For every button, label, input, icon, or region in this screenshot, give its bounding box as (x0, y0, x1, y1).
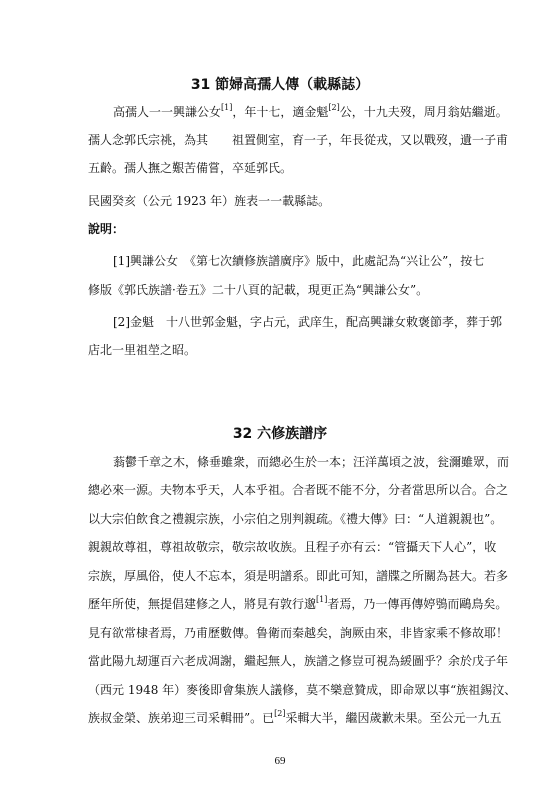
text-segment: 總必來一源。夫物本乎天，人本乎祖。合者既不能不分，分者當思所以合。合之 (88, 483, 509, 497)
page-number: 69 (274, 755, 286, 767)
text-segment: [2]金魁 十八世郭金魁，字占元，武庠生，配高興謙女敕褒節孝，葬于郭 (113, 315, 503, 329)
text-line (0, 98, 560, 126)
text-line (0, 308, 560, 336)
text-line (0, 590, 560, 618)
text-segment: 當此陽九刼運百六老成凋謝，繼起無人，族譜之修豈可視為緩圖乎？余於戊子年 (88, 654, 509, 668)
text-segment: 者焉，乃一傳再傳婷鴞而鷗鳥矣。 (327, 597, 508, 611)
text-segment: 見有欲常棣者焉，乃甫歷數傳。鲁衛而秦越矣，詢厥由來，非皆家乘不修故耶！ (88, 626, 509, 640)
text-line (0, 533, 560, 561)
section-31-title: 31 節婦高孺人傳（載縣誌） (190, 77, 370, 93)
section-32-title: 32 六修族譜序 (232, 426, 328, 442)
text-line (0, 187, 560, 215)
text-line (0, 704, 560, 732)
text-segment: （西元 1948 年）麥後即會集族人議修，莫不樂意贊成，即命眾以事“族祖錫汶、 (88, 683, 517, 697)
text-segment: 孺人念郭氏宗祧，為其 祖置側室，育一子，年長從戎，又以戰歿，遺一子甫 (88, 133, 509, 147)
text-line (0, 647, 560, 675)
text-segment: 五齡。孺人撫之艱苦備嘗，卒延郭氏。 (88, 161, 293, 175)
text-line (0, 562, 560, 590)
text-line (0, 505, 560, 533)
text-line (0, 676, 560, 704)
footnote-marker: [2] (274, 709, 286, 718)
text-line (0, 215, 560, 243)
text-segment: 民國癸亥（公元 1923 年）旌表一一載縣誌。 (88, 194, 331, 208)
text-segment: 采輯大半，繼因歲歉未果。至公元一九五 (285, 711, 502, 725)
text-line (0, 126, 560, 154)
text-line (0, 336, 560, 364)
text-segment: 親親故尊祖，尊祖故敬宗，敬宗故收族。且程子亦有云：“管攝天下人心”，收 (88, 540, 497, 554)
text-segment: [1]興謙公女 《第七次續修族譜廣序》版中，此處記為“兴让公”，按七 (113, 254, 485, 268)
text-line (0, 276, 560, 304)
text-segment: ，年十七，適金魁 (232, 105, 329, 119)
text-segment: 高孺人一一興謙公女 (113, 105, 222, 119)
footnote-marker: [2] (328, 103, 340, 112)
text-line (0, 247, 560, 275)
text-segment: 宗族，厚風俗，使人不忘本，須是明譜系。即此可知，譜牒之所關為甚大。若多 (88, 569, 509, 583)
text-line (0, 619, 560, 647)
text-line (0, 448, 560, 476)
text-segment: 歷年所使，無提倡建修之人，將見有敦行邈 (88, 597, 317, 611)
text-segment: 店北一里祖塋之昭。 (88, 343, 197, 357)
footnote-marker: [1] (221, 103, 233, 112)
text-segment: 公，十九夫歿，周月翁姑繼逝。 (339, 105, 508, 119)
text-line (0, 154, 560, 182)
text-line (0, 476, 560, 504)
text-segment: 以大宗伯飲食之禮親宗族，小宗伯之別判親疏。《禮大傳》曰：“人道親親也”。 (88, 512, 503, 526)
text-segment: 族叔金榮、族弟迎三司采輯冊”。已 (88, 711, 275, 725)
text-segment: 說明： (88, 222, 125, 236)
footnote-marker: [1] (316, 595, 328, 604)
text-segment: 蓊鬱千章之木，條垂雖衆，而總必生於一本；汪洋萬頃之波，瓮濔雖眾，而 (113, 455, 510, 469)
text-segment: 修版《郭氏族譜·卷五》二十八頁的記載，現更正為“興謙公女”。 (88, 283, 429, 297)
